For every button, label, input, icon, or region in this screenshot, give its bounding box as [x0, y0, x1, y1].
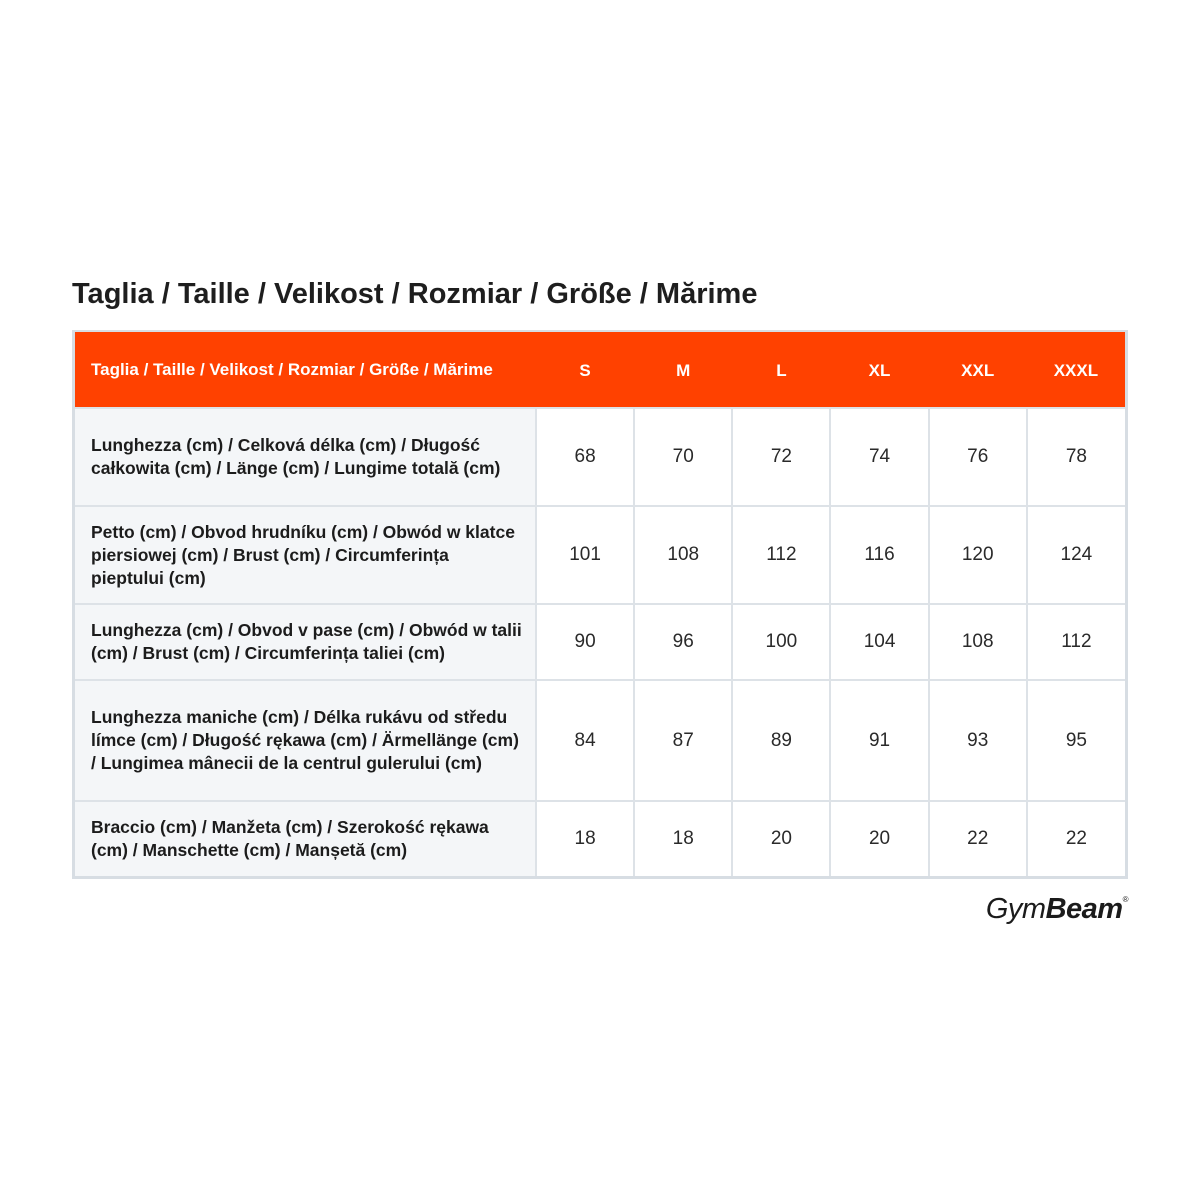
- cell-value: 90: [536, 604, 634, 680]
- table-row-cuff: [75, 801, 1125, 876]
- table-row-chest: [75, 506, 1125, 604]
- cell-value: 78: [1027, 408, 1125, 506]
- row-label: Petto (cm) / Obvod hrudníku (cm) / Obwód w klatce piersiowej (cm) / Brust (cm) / Circumferința pieptului (cm): [75, 506, 536, 604]
- cell-value: 20: [830, 801, 928, 876]
- table-row-total-length: [75, 408, 1125, 506]
- logo-text-gym: Gym: [985, 893, 1046, 925]
- cell-value: 18: [634, 801, 732, 876]
- row-label: Lunghezza (cm) / Obvod v pase (cm) / Obwód w talii (cm) / Brust (cm) / Circumferința taliei (cm): [75, 604, 536, 680]
- cell-value: 108: [929, 604, 1027, 680]
- cell-value: 84: [536, 680, 634, 801]
- registered-mark: ®: [1122, 895, 1128, 904]
- cell-value: 96: [634, 604, 732, 680]
- cell-value: 95: [1027, 680, 1125, 801]
- table-header-row: [75, 332, 1125, 408]
- cell-value: 104: [830, 604, 928, 680]
- cell-value: 68: [536, 408, 634, 506]
- cell-value: 76: [929, 408, 1027, 506]
- header-size-l: L: [732, 332, 830, 408]
- header-size-m: M: [634, 332, 732, 408]
- row-label: Lunghezza maniche (cm) / Délka rukávu od středu límce (cm) / Długość rękawa (cm) / Ärmellänge (cm) / Lungimea mânecii de la centrul gulerului (cm): [75, 680, 536, 801]
- table-row-waist: [75, 604, 1125, 680]
- cell-value: 93: [929, 680, 1027, 801]
- cell-value: 112: [732, 506, 830, 604]
- cell-value: 22: [929, 801, 1027, 876]
- cell-value: 72: [732, 408, 830, 506]
- header-size-label: Taglia / Taille / Velikost / Rozmiar / Größe / Mărime: [75, 332, 536, 408]
- cell-value: 74: [830, 408, 928, 506]
- cell-value: 101: [536, 506, 634, 604]
- cell-value: 89: [732, 680, 830, 801]
- header-size-xxl: XXL: [929, 332, 1027, 408]
- cell-value: 22: [1027, 801, 1125, 876]
- cell-value: 100: [732, 604, 830, 680]
- cell-value: 87: [634, 680, 732, 801]
- header-size-s: S: [536, 332, 634, 408]
- cell-value: 108: [634, 506, 732, 604]
- cell-value: 112: [1027, 604, 1125, 680]
- cell-value: 124: [1027, 506, 1125, 604]
- cell-value: 91: [830, 680, 928, 801]
- cell-value: 120: [929, 506, 1027, 604]
- logo-text-beam: Beam: [1045, 893, 1123, 925]
- row-label: Lunghezza (cm) / Celková délka (cm) / Długość całkowita (cm) / Länge (cm) / Lungime totală (cm): [75, 408, 536, 506]
- header-size-xl: XL: [830, 332, 928, 408]
- header-size-xxxl: XXXL: [1027, 332, 1125, 408]
- cell-value: 70: [634, 408, 732, 506]
- size-chart-table: [72, 330, 1128, 879]
- row-label: Braccio (cm) / Manžeta (cm) / Szerokość rękawa (cm) / Manschette (cm) / Manșetă (cm): [75, 801, 536, 876]
- table-row-sleeve-length: [75, 680, 1125, 801]
- cell-value: 18: [536, 801, 634, 876]
- cell-value: 116: [830, 506, 928, 604]
- cell-value: 20: [732, 801, 830, 876]
- page-title: Taglia / Taille / Velikost / Rozmiar / Größe / Mărime: [72, 278, 758, 310]
- gymbeam-logo: [986, 893, 1128, 926]
